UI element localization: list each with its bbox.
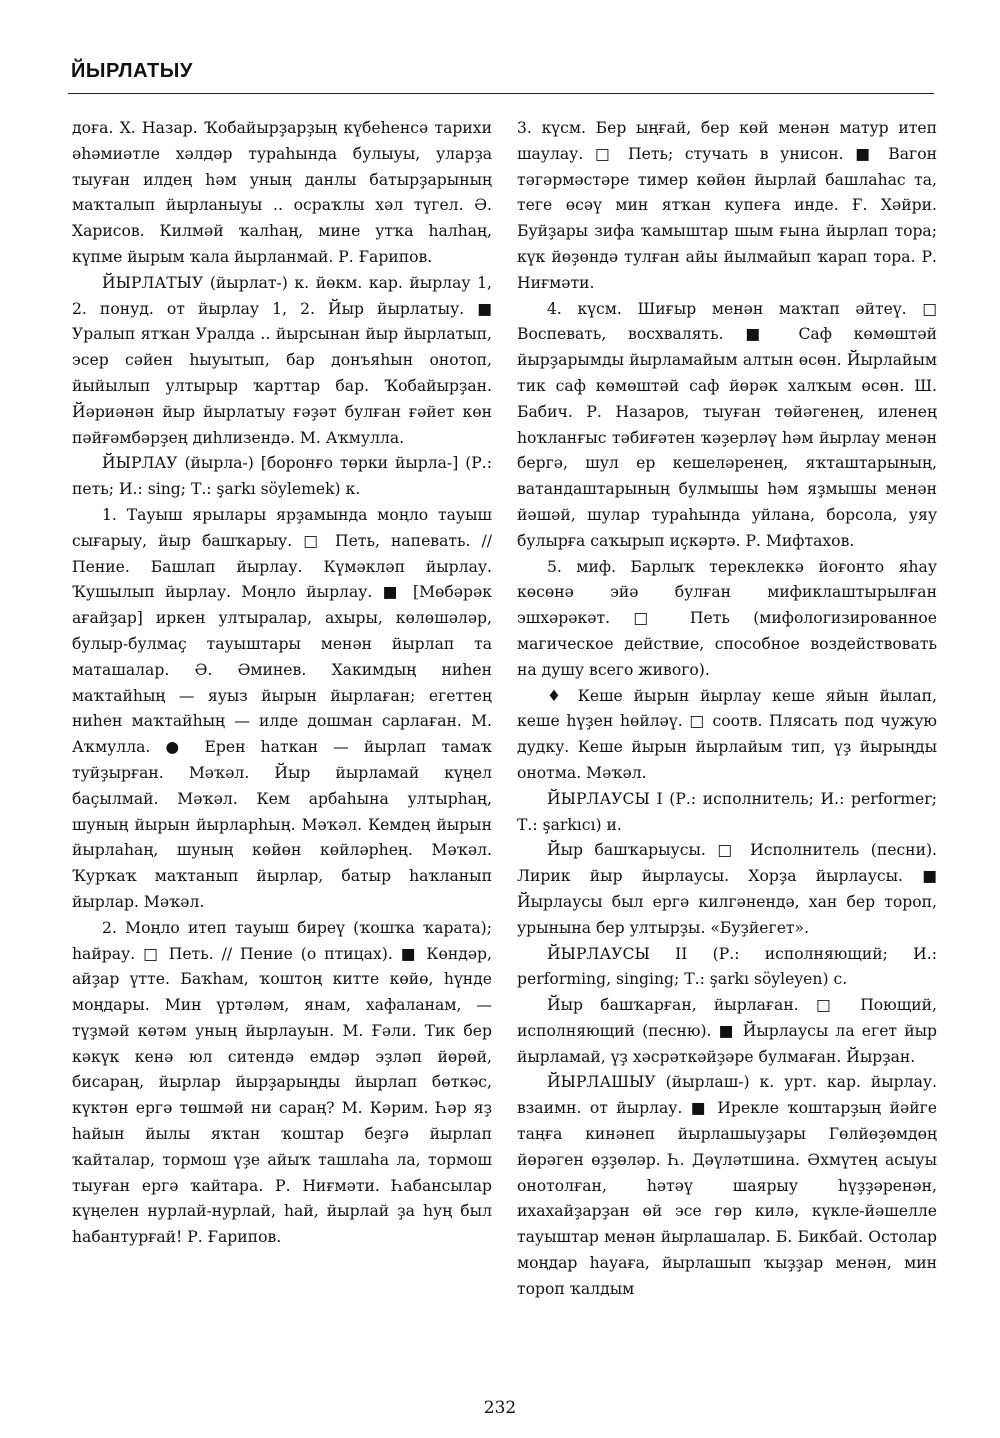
sense-1: 1. Тауыш ярылары ярҙамында моңло тауыш сығарыу, йыр башҡарыу. □ Петь, напевать. // Пение. Башлап йырлау. Күмәкләп йырлау. Ҡушылып йырлау. Моңло йырлау. ■ [Мөбәрәк ағайҙар] иркен ултыралар, ахыры, көлөшәләр, булыр-булмаҫ тауыштары менән йырлап та маташалар. Ә. Әминев. Хакимдың ниһен маҡтайһың — яуыз йырын йырлаған; егеттең ниһен маҡтайһың — илде дошман сарлаған. М. Аҡмулла. ● Ерен һаткан — йырлап тамаҡ туйҙырған. Мәҡәл. Йыр йырламай күңел баҫылмай. Мәҡәл. Кем арбаһына ултырһаң, шуның йырын йырларһың. Мәҡәл. Кемдең йырын йырлаһаң, шуның көйөн көйләрһең. Мәҡәл. Ҡурҡаҡ маҡтанып йырлар, батыр һаҡланып йырлар. Мәҡәл. — [72, 505, 492, 911]
sense-5: 5. миф. Барлыҡ тереклеккә йоғонто яһау көсөнә эйә булған мификлаштырылған эшхәрәкәт. □ Петь (мифологизированное магическое действие, способное воздействовать на душу всего живого). — [517, 557, 937, 679]
entry-yyrlausy-2-head: ЙЫРЛАУСЫ II (Р.: исполняющий; И.: performing, singing; Т.: şarkı söyleyen) с. — [517, 944, 937, 989]
left-column — [72, 116, 492, 1251]
running-head: ЙЫРЛАТЫУ — [71, 60, 193, 82]
idiom: ♦ Кеше йырын йырлау кеше яйын йылап, кеше һүҙен һөйләү. □ соотв. Плясать под чужую дудку. Кеше йырын йырлайым тип, үҙ йырыңды онотма. Мәҡәл. — [517, 686, 937, 782]
entry-yyrlau-head: ЙЫРЛАУ (йырла-) [боронғо төрки йырла-] (Р.: петь; И.: sing; Т.: şarkı söylemek) к. — [72, 454, 492, 499]
left-paragraph: доға. Х. Назар. Ҡобайырҙарҙың күбеһенсә тарихи әһәмиәтле хәлдәр тураһында булыуы, уларҙа тыуған илдең һәм уның данлы батырҙарының маҡталып йырланыуы .. осраҡлы хәл түгел. Ә. Харисов. Килмәй ҡалһаң, мине утҡа һалһаң, күпме йырым ҡала йырланмай. Р. Ғарипов. — [72, 119, 492, 266]
right-column — [517, 116, 937, 1303]
entry-yyrlausy-2-body: Йыр башҡарған, йырлаған. □ Поющий, исполняющий (песню). ■ Йырлаусы ла егет йыр йырламай, үҙ хәсрәткәйҙәре булмаған. Йырҙан. — [517, 996, 937, 1066]
entry-yyrlausy-1-head: ЙЫРЛАУСЫ I (Р.: исполнитель; И.: performer; Т.: şarkıcı) и. — [517, 789, 937, 834]
page-number: 232 — [483, 1398, 517, 1418]
sense-2: 2. Моңло итеп тауыш биреү (ҡошҡа ҡарата); һайрау. □ Петь. // Пение (о птицах). ■ Көндәр, айҙар үтте. Баҡһам, ҡоштоң китте көйө, һүнде моңдары. Мин үртәләм, янам, хафаланам, — түҙмәй көтәм уның йырлауын. М. Ғәли. Тик бер кәкүк кенә юл ситендә емдәр эҙләп йөрөй, бисараң, йырлар йырҙарыңды йырлап бөткәс, күктән ергә төшмәй ни сараң? М. Кәрим. Һәр яҙ һайын йылы яҡтан ҡоштар беҙгә йырлап ҡайталар, тормош үҙе айыҡ ташлаһа ла, тормош тыуған ергә ҡайтара. Р. Ниғмәти. Һабансылар күңелен нурлай-нурлай, һай, йырлай ҙа һуң был һабантурғай! Р. Ғарипов. — [72, 918, 492, 1247]
sense-4: 4. күсм. Шиғыр менән маҡтап әйтеү. □ Воспевать, восхвалять. ■ Саф көмөштәй йырҙарымды йырламайым алтын өсөн. Йырлайым тик саф көмөштәй саф йөрәк халҡым өсөн. Ш. Бабич. Р. Назаров, тыуған төйәгенең, иленең һоҡланғыс тәбиғәтен ҡәҙерләү һәм йырлау менән бергә, шул ер кешеләренең, яҡташтарының, ватандаштарының булмышы һәм яҙмышы менән йәшәй, шулар тураһында уйлана, борсола, уяу булырға саҡырып иҫкәртә. Р. Мифтахов. — [517, 299, 937, 550]
entry-yyrlatyu: ЙЫРЛАТЫУ (йырлат-) к. йөкм. кар. йырлау 1, 2. понуд. от йырлау 1, 2. Йыр йырлатыу. ■ Уралып ятҡан Уралда .. йырсынан йыр йырлатып, эсер сәйен һыуытып, бар донъяһын онотоп, йыйылып ултырыр ҡарттар бар. Ҡобайырҙан. Йәриәнән йыр йырлатыу ғәҙәт булған ғәйет көн пәйғәмбәрҙең диһлизендә. М. Аҡмулла. — [72, 273, 492, 447]
header-rule — [68, 93, 934, 94]
entry-yyrlashyu: ЙЫРЛАШЫУ (йырлаш-) к. урт. кар. йырлау. взаимн. от йырлау. ■ Ирекле ҡоштарҙың йәйге таңға кинәнеп йырлашыуҙары Гөлйөҙөмдөң йөрәген өҙҙөләр. Һ. Дәүләтшина. Әхмүтең асыуы онотолған, һәтәү шаярыу һүҙҙәренән, ихахайҙарҙан өй эсе гөр килә, күкле-йәшелле тауыштар менән йырлашалар. Б. Бикбай. Остолар моңдар һауаға, йырлашып ҡыҙҙар менән, мин тороп ҡалдым — [517, 1073, 937, 1298]
entry-yyrlausy-1-body: Йыр башҡарыусы. □ Исполнитель (песни). Лирик йыр йырлаусы. Хорҙа йырлаусы. ■ Йырлаусы был ергә килгәнендә, хан бер тороп, урынына бер ултырҙы. «Буҙйегет». — [517, 841, 937, 937]
sense-3: 3. күсм. Бер ыңғай, бер көй менән матур итеп шаулау. □ Петь; стучать в унисон. ■ Вагон тәгәрмәстәре тимер көйөн йырлай башлаһас та, теге өсәү мин ятҡан купеға инде. Ғ. Хәйри. Буйҙары зифа ҡамыштар шым ғына йырлап тора; күк йөҙөндә тулған айы йылмайып ҡарап тора. Р. Ниғмәти. — [517, 119, 937, 292]
